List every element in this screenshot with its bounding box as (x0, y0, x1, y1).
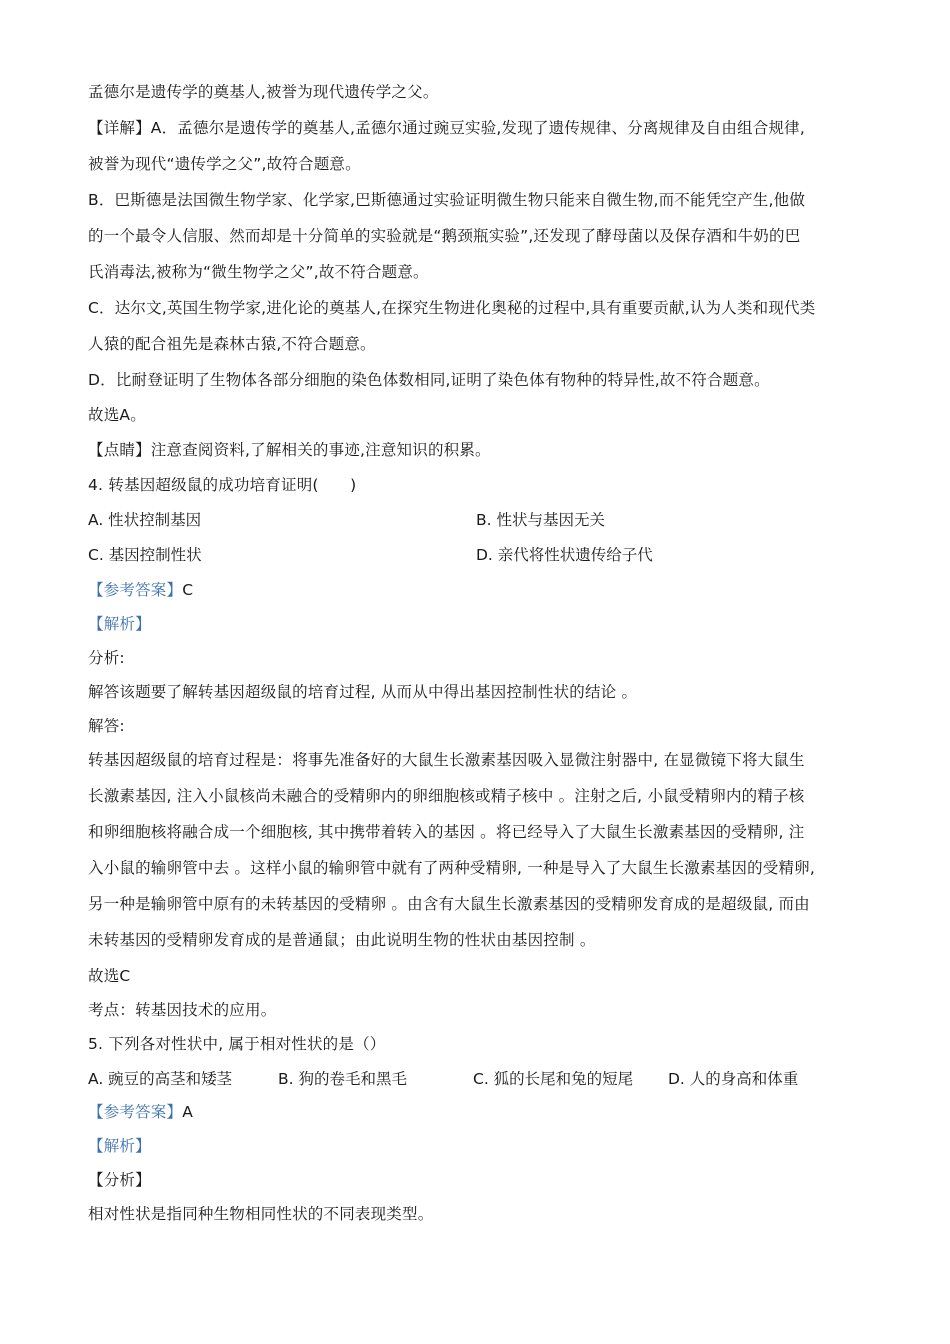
answer-value: C (182, 581, 194, 599)
text-line: 转基因超级鼠的培育过程是：将事先准备好的大鼠生长激素基因吸入显微注射器中, 在显微镜下将大鼠生 (88, 751, 805, 769)
text-line: 另一种是输卵管中原有的未转基因的受精卵 。由含有大鼠生长激素基因的受精卵发育成的是超级鼠, 而由 (88, 895, 810, 913)
text-line: 相对性状是指同种生物相同性状的不同表现类型。 (88, 1205, 434, 1223)
q5-option-b: B. 狗的卷毛和黑毛 (278, 1070, 407, 1088)
question-4-stem: 4. 转基因超级鼠的成功培育证明( ) (88, 476, 357, 494)
answer-value: A (182, 1103, 194, 1121)
text-line: 入小鼠的输卵管中去 。这样小鼠的输卵管中就有了两种受精卵, 一种是导入了大鼠生长激素基因的受精卵, (88, 859, 816, 877)
text-line: 和卵细胞核将融合成一个细胞核, 其中携带着转入的基因 。将已经导入了大鼠生长激素基因的受精卵, 注 (88, 823, 805, 841)
text-line: 解答该题要了解转基因超级鼠的培育过程, 从而从中得出基因控制性状的结论 。 (88, 683, 638, 701)
answer-label: 【参考答案】 (88, 1103, 183, 1121)
text-line: C．达尔文,英国生物学家,进化论的奠基人,在探究生物进化奥秘的过程中,具有重要贡献,认为人类和现代类 (88, 299, 816, 317)
analysis-label: 【解析】 (88, 615, 151, 633)
q4-option-d: D. 亲代将性状遗传给子代 (476, 546, 653, 564)
text-line: 孟德尔是遗传学的奠基人,被誉为现代遗传学之父。 (88, 83, 439, 101)
text-line: 氏消毒法,被称为“微生物学之父”,故不符合题意。 (88, 263, 429, 281)
text-line: 未转基因的受精卵发育成的是普通鼠；由此说明生物的性状由基因控制 。 (88, 931, 596, 949)
q5-answer-row (88, 1100, 193, 1122)
text-line: 故选A。 (88, 406, 146, 424)
text-line: 人猿的配合祖先是森林古猿,不符合题意。 (88, 335, 376, 353)
text-line: 长激素基因, 注入小鼠核尚未融合的受精卵内的卵细胞核或精子核中 。注射之后, 小鼠受精卵内的精子核 (88, 787, 805, 805)
text-line: D．比耐登证明了生物体各部分细胞的染色体数相同,证明了染色体有物种的特异性,故不符合题意。 (88, 371, 770, 389)
text-line: 被誉为现代“遗传学之父”,故符合题意。 (88, 155, 361, 173)
text-line: 分析: (88, 649, 125, 667)
text-line: 解答: (88, 717, 125, 735)
question-5-stem: 5. 下列各对性状中, 属于相对性状的是（） (88, 1035, 386, 1053)
q4-option-c: C. 基因控制性状 (88, 546, 202, 564)
fenxi-label: 【分析】 (88, 1171, 151, 1189)
text-line: 【详解】A．孟德尔是遗传学的奠基人,孟德尔通过豌豆实验,发现了遗传规律、分离规律及自由组合规律, (88, 119, 805, 137)
text-line: 故选C (88, 967, 131, 985)
q4-option-b: B. 性状与基因无关 (476, 511, 605, 529)
answer-label: 【参考答案】 (88, 581, 183, 599)
q5-option-a: A. 豌豆的高茎和矮茎 (88, 1070, 233, 1088)
text-line: B．巴斯德是法国微生物学家、化学家,巴斯德通过实验证明微生物只能来自微生物,而不能凭空产生,他做 (88, 191, 806, 209)
q5-option-d: D. 人的身高和体重 (668, 1070, 799, 1088)
text-line: 【点睛】注意查阅资料,了解相关的事迹,注意知识的积累。 (88, 441, 491, 459)
q4-answer-row (88, 578, 193, 600)
text-line: 的一个最令人信服、然而却是十分简单的实验就是“鹅颈瓶实验”,还发现了酵母菌以及保存酒和牛奶的巴 (88, 227, 801, 245)
text-line: 考点：转基因技术的应用。 (88, 1001, 277, 1019)
analysis-label: 【解析】 (88, 1137, 151, 1155)
q4-option-a: A. 性状控制基因 (88, 511, 202, 529)
q5-option-c: C. 狐的长尾和兔的短尾 (473, 1070, 634, 1088)
